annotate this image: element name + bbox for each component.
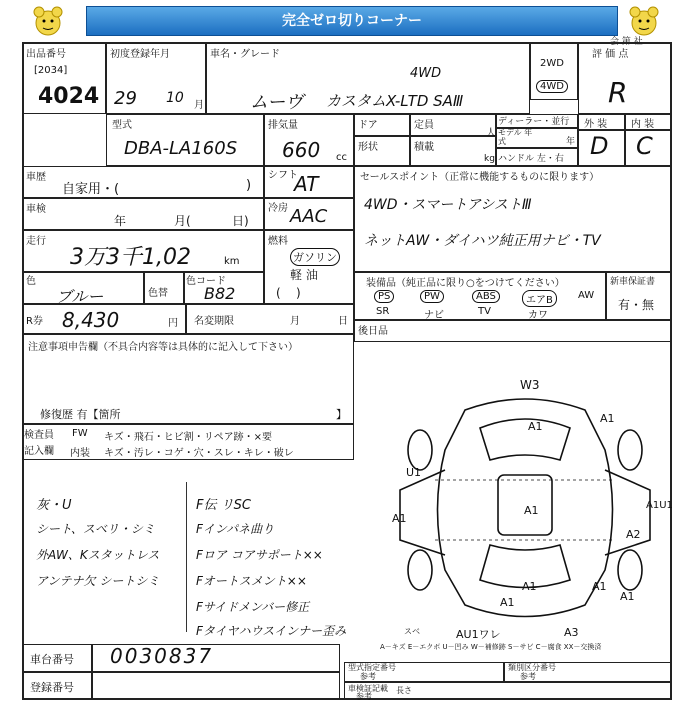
inspection-cell	[22, 198, 264, 230]
diag-mark-8: A1	[522, 580, 537, 593]
shift-label: シフト	[268, 170, 298, 181]
rear-seat-cell	[354, 320, 672, 342]
displacement-unit: cc	[336, 152, 347, 163]
displacement-value: 660	[282, 138, 321, 162]
note-right-3: Fロア コアサポート××	[196, 548, 323, 562]
fuel-label: 燃料	[268, 236, 288, 247]
name-change-label: 名変期限	[194, 316, 234, 327]
note-right-4: Fオートスメント××	[196, 574, 307, 588]
model-year-unit: 年	[566, 137, 576, 147]
diag-mark-2: A1	[600, 412, 615, 425]
inspector-row2: キズ・汚レ・コゲ・穴・スレ・キレ・破レ	[104, 448, 294, 459]
reg-label: 登録番号	[30, 681, 74, 694]
ext-label: 外 装	[584, 119, 608, 130]
aircon-value: AAC	[290, 206, 328, 227]
color-label: 色	[26, 276, 36, 287]
inspector-row1: キズ・飛石・ヒビ割・リペア跡・×要	[104, 432, 272, 443]
fuel-paren: ( )	[276, 286, 301, 300]
category-ref: 参考	[520, 672, 536, 681]
history-label: 車歴	[26, 172, 46, 183]
name-change-day: 日	[338, 316, 348, 327]
equipment-aw: AW	[578, 290, 595, 301]
car-name: ムーヴ	[250, 92, 304, 113]
registration-year: 29	[114, 88, 137, 109]
equipment-airbag: エアB	[522, 290, 557, 307]
diag-mark-12: A3	[564, 626, 579, 639]
diag-mark-6: A1U1	[646, 500, 673, 511]
sales-points-line2: ネットAW・ダイハツ純正用ナビ・TV	[364, 233, 601, 249]
banner-title: 完全ゼロ切りコーナー	[86, 6, 618, 36]
inspection-day: 日)	[232, 214, 249, 228]
car-grade: カスタムX-LTD SAⅢ	[326, 92, 464, 110]
sales-points-line1: 4WD・スマートアシストⅢ	[364, 197, 532, 213]
diag-mark-11: A1	[620, 590, 635, 603]
note-left-3: 外AW、Kスタットレス	[36, 548, 160, 562]
sales-points-label: セールスポイント（正常に機能するものに限ります）	[360, 172, 600, 183]
name-change-month: 月	[290, 316, 300, 327]
load-label: 積載	[414, 142, 434, 153]
warranty-label: 新車保証書	[610, 277, 656, 287]
inspector-row1-head: FW	[72, 428, 88, 439]
type-ref: 参考	[360, 672, 376, 681]
reg-value-cell	[92, 672, 340, 700]
color-code: B82	[204, 284, 236, 303]
color-value: ブルー	[56, 287, 104, 306]
capacity-label: 定員	[414, 120, 434, 131]
inspector-row2-head: 内装	[70, 448, 90, 459]
lot-number: 4024	[38, 84, 100, 109]
notes-repair: 修復歴 有【箇所	[40, 408, 121, 421]
mileage-unit: km	[224, 256, 240, 267]
diag-mark-4: A1	[392, 512, 407, 525]
equipment-tv: TV	[478, 306, 491, 317]
inspector-label: 検査員 記入欄	[24, 430, 54, 457]
model-value: DBA-LA160S	[124, 138, 238, 159]
warranty-value: 有・無	[618, 298, 655, 312]
equipment-navi: ナビ	[424, 310, 444, 321]
inspection-year: 年	[114, 214, 127, 228]
type-label: 型式指定番号	[348, 663, 396, 672]
displacement-label: 排気量	[268, 120, 298, 131]
handle-label: ハンドル 左・右	[498, 154, 564, 164]
int-label: 内 装	[631, 119, 655, 130]
registration-month: 10	[166, 90, 184, 106]
note-left-1: 灰・U	[36, 498, 72, 513]
doors-label: ドア	[358, 120, 378, 131]
model-label: 型式	[112, 120, 132, 131]
note-right-2: Fインパネ曲り	[196, 522, 275, 536]
recycle-value: 8,430	[62, 308, 120, 332]
recycle-unit: 円	[168, 318, 178, 329]
registration-label: 初度登録年月	[110, 49, 170, 60]
cert-cell	[344, 682, 672, 700]
ext-value: D	[590, 132, 609, 160]
diag-mark-7: A2	[626, 528, 641, 541]
model-year-label: モデル 年式	[498, 128, 533, 146]
diag-mark-9: A1	[592, 580, 607, 593]
equipment-ps: PS	[374, 290, 394, 303]
car-label: 車名・グレード	[210, 49, 280, 60]
cert-label: 車検証記載	[348, 684, 388, 693]
diag-mark-1: A1	[528, 420, 543, 433]
diag-mark-13: AU1ワレ	[456, 628, 501, 641]
recycle-label: R券	[26, 316, 43, 327]
equipment-abs: ABS	[472, 290, 500, 303]
diag-mark-3: U1	[406, 466, 422, 479]
color-code-label: 色コード	[186, 276, 226, 287]
category-label: 類別区分番号	[508, 663, 556, 672]
history-cell	[22, 166, 264, 198]
history-close: )	[246, 178, 252, 193]
cert-ref: 参考	[356, 692, 372, 701]
history-value: 自家用・(	[62, 182, 120, 197]
equipment-pw: PW	[420, 290, 444, 303]
rear-seat-label: 後日品	[358, 326, 388, 337]
note-right-6: Fタイヤハウスインナー歪み	[196, 624, 347, 638]
note-right-5: Fサイドメンバー修正	[196, 600, 310, 614]
equipment-sr: SR	[376, 306, 390, 317]
notes-close: 】	[336, 408, 347, 421]
cert-length: 長さ	[396, 686, 412, 695]
lot-sub: [2034]	[34, 65, 68, 76]
equipment-leather: カワ	[528, 310, 548, 321]
note-right-1: F伝 リSC	[196, 498, 251, 513]
chassis-value: 0030837	[110, 644, 214, 668]
diagram-legend: A－キズ E－エクボ U－凹み W－補修跡 S－サビ C－腐食 XX－交換済	[380, 643, 602, 651]
inspection-month: 月(	[174, 214, 191, 228]
color-change-label: 色替	[148, 288, 168, 299]
aircon-label: 冷房	[268, 203, 288, 214]
lot-label: 出品番号	[26, 49, 66, 60]
mileage-label: 走行	[26, 236, 46, 247]
dealer-label: ディーラー・並行	[498, 117, 570, 127]
shift-value: AT	[294, 172, 319, 196]
note-left-4: アンテナ欠 シートシミ	[36, 574, 160, 588]
fuel-diesel: 軽 油	[290, 268, 318, 282]
registration-month-unit: 月	[194, 100, 204, 111]
fuel-gasoline: ガソリン	[290, 248, 340, 266]
chassis-label: 車台番号	[30, 653, 74, 666]
inspection-label: 車検	[26, 204, 46, 215]
notes-label: 注意事項申告欄（不具合内容等は具体的に記入して下さい）	[28, 342, 298, 353]
top-right-text: 会 第 社	[610, 37, 643, 47]
equipment-label: 装備品（純正品に限り○をつけてください）	[366, 278, 565, 289]
diag-mark-5: A1	[524, 504, 539, 517]
mascot-left-icon	[30, 3, 66, 39]
shape-label: 形状	[358, 142, 378, 153]
notes-divider	[186, 482, 187, 632]
drive-label: 2WD	[540, 58, 564, 69]
diag-mark-10: A1	[500, 596, 515, 609]
diag-mark-14: スベ	[404, 627, 420, 636]
evaluation-label: 評 価 点	[592, 49, 629, 60]
diag-mark-w3: W3	[520, 378, 540, 392]
capacity-unit: 人	[486, 128, 496, 139]
load-unit: kg	[484, 154, 495, 164]
evaluation-score: R	[608, 76, 628, 109]
car-drive-note: 4WD	[410, 66, 442, 81]
mileage-value: 3万3千1,02	[70, 245, 191, 270]
drive-selected: 4WD	[536, 80, 568, 93]
note-left-2: シート、スベリ・シミ	[36, 522, 155, 536]
int-value: C	[636, 132, 653, 160]
